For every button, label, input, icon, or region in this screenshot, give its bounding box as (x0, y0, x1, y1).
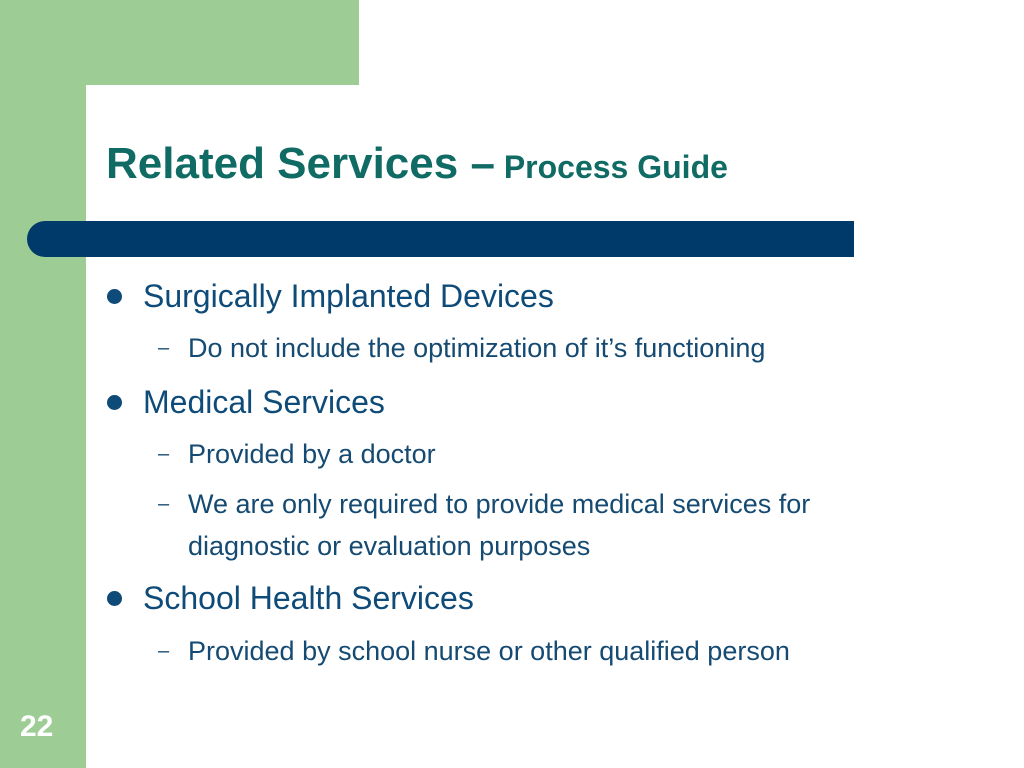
sub-bullet-label: Do not include the optimization of it’s functioning (188, 333, 766, 363)
bullet-dot-icon (107, 289, 122, 304)
sub-bullet-continuation (188, 526, 590, 566)
bullet-item-surgically-implanted-devices (143, 278, 554, 314)
sub-bullet-label: Provided by a doctor (188, 439, 436, 469)
sub-bullet-required-medical-services (158, 484, 811, 524)
bullet-label: School Health Services (143, 580, 474, 616)
bullet-label: Surgically Implanted Devices (143, 278, 554, 314)
slide-number: 22 (20, 710, 54, 743)
dash-icon: – (158, 640, 170, 662)
sub-bullet-label: We are only required to provide medical services for (188, 489, 811, 519)
sub-bullet-school-nurse (158, 631, 790, 671)
dash-icon: – (158, 443, 170, 465)
sub-bullet-label: Provided by school nurse or other qualified person (188, 636, 790, 666)
sub-bullet-label: diagnostic or evaluation purposes (188, 531, 591, 561)
bullet-item-school-health-services (143, 580, 474, 616)
title-main: Related Services – (106, 139, 495, 188)
bullet-item-medical-services (143, 384, 385, 420)
sub-bullet-provided-by-doctor (158, 434, 436, 474)
bullet-dot-icon (107, 591, 122, 606)
dash-icon: – (158, 337, 170, 359)
dash-icon: – (158, 493, 170, 515)
bullet-dot-icon (107, 395, 122, 410)
title-subtitle: Process Guide (503, 149, 728, 185)
bullet-label: Medical Services (143, 384, 385, 420)
sub-bullet-optimization (158, 328, 766, 368)
